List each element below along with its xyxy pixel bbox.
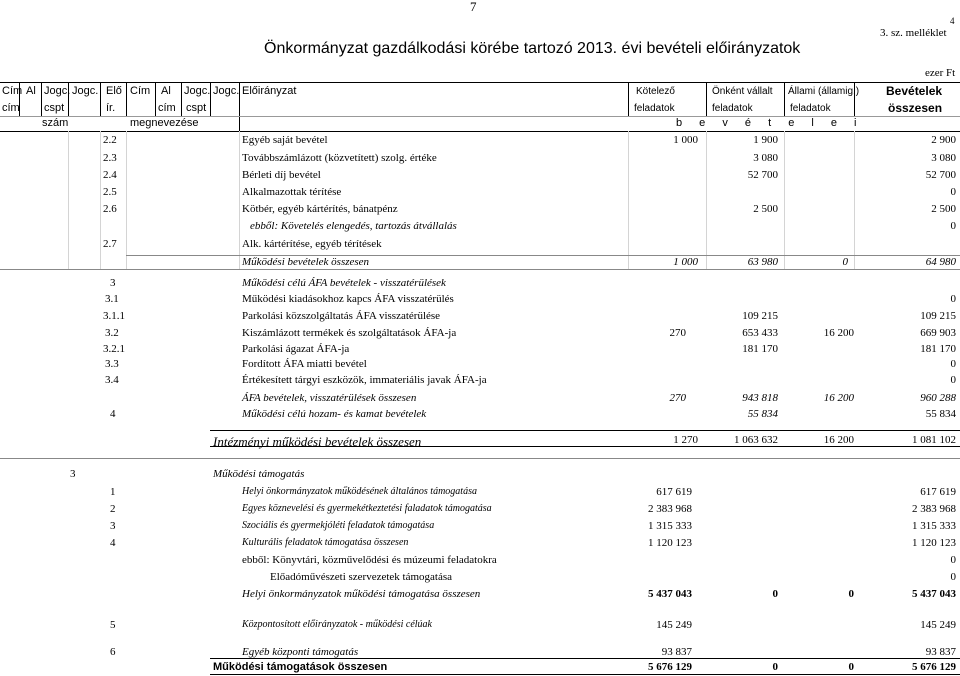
row-name: Működési támogatás xyxy=(213,468,305,480)
row-code: 3.3 xyxy=(105,358,119,370)
col-header-cim: Cím xyxy=(2,85,23,97)
cell-kotelezo: 5 676 129 xyxy=(648,661,692,673)
cell-kotelezo: 145 249 xyxy=(656,619,692,631)
col-subheader-cim: cím xyxy=(2,102,20,114)
row-code: 3.1.1 xyxy=(103,310,125,322)
cell-kotelezo: 93 837 xyxy=(661,646,692,658)
row-name: Parkolási közszolgáltatás ÁFA visszatérülése xyxy=(242,310,441,322)
row-name: Egyes köznevelési és gyermekétkeztetési faladatok támogatása xyxy=(242,503,492,514)
col-subheader-feladatok: feladatok xyxy=(712,103,753,114)
grid-line xyxy=(239,131,240,269)
cell-total: 2 900 xyxy=(931,134,956,146)
cell-total: 0 xyxy=(950,220,956,232)
col-header-onkent: Önként vállalt xyxy=(712,86,773,97)
cell-total: 0 xyxy=(950,293,956,305)
cell-kotelezo: 5 437 043 xyxy=(648,588,692,600)
row-code: 2.5 xyxy=(103,186,117,198)
row-name: Kulturális feladatok támogatása összesen xyxy=(242,537,409,548)
grid-line xyxy=(784,131,785,269)
row-name: ebből: Követelés elengedés, tartozás átvállalás xyxy=(250,220,457,232)
section-line xyxy=(210,674,960,675)
cell-onkent: 943 818 xyxy=(742,392,778,404)
cell-onkent: 0 xyxy=(772,588,778,600)
col-subheader-ir: ír. xyxy=(106,102,116,114)
row-code: 2.7 xyxy=(103,238,117,250)
header-separator xyxy=(706,82,707,116)
cell-kotelezo: 1 120 123 xyxy=(648,537,692,549)
row-code: 3.1 xyxy=(105,293,119,305)
section-line xyxy=(210,658,960,659)
cell-total: 5 437 043 xyxy=(912,588,956,600)
row-name: Kiszámlázott termékek és szolgáltatások ÁFA-ja xyxy=(242,327,457,339)
row-name: Szociális és gyermekjóléti feladatok támogatása xyxy=(242,520,435,531)
row-name: Előadóművészeti szervezetek támogatása xyxy=(270,571,453,583)
cell-kotelezo: 1 000 xyxy=(673,134,698,146)
row-name: Működési célú ÁFA bevételek - visszatérülések xyxy=(242,277,446,289)
cell-total: 617 619 xyxy=(920,486,956,498)
header-separator xyxy=(41,82,42,116)
cell-kotelezo: 270 xyxy=(669,392,686,404)
cell-total: 1 315 333 xyxy=(912,520,956,532)
cell-kotelezo: 617 619 xyxy=(656,486,692,498)
cell-onkent: 653 433 xyxy=(742,327,778,339)
row-code: 3 xyxy=(70,468,76,480)
row-name: Működési célú hozam- és kamat bevételek xyxy=(242,408,427,420)
grid-line xyxy=(126,131,127,269)
cell-total: 0 xyxy=(950,358,956,370)
row-code: 1 xyxy=(110,486,116,498)
cell-allami: 16 200 xyxy=(823,327,854,339)
col-header-al: Al xyxy=(161,85,171,97)
cell-kotelezo: 1 000 xyxy=(673,256,698,268)
cell-onkent: 0 xyxy=(772,661,778,673)
cell-onkent: 2 500 xyxy=(753,203,778,215)
cell-onkent: 63 980 xyxy=(747,256,778,268)
col-header-allami: Állami (államig.) xyxy=(788,86,860,97)
row-name: Központosított előirányzatok - működési célúak xyxy=(242,619,432,630)
col-header-jogc: Jogc. xyxy=(213,85,240,97)
cell-onkent: 1 900 xyxy=(753,134,778,146)
cell-total: 52 700 xyxy=(925,169,956,181)
page-number: 7 xyxy=(470,0,477,14)
cell-allami: 16 200 xyxy=(823,392,854,404)
cell-total: 181 170 xyxy=(920,343,956,355)
col-header-szam: szám xyxy=(42,117,69,129)
cell-total: 145 249 xyxy=(920,619,956,631)
cell-total: 2 383 968 xyxy=(912,503,956,515)
header-separator xyxy=(126,82,127,116)
cell-total: 64 980 xyxy=(925,256,956,268)
cell-total: 55 834 xyxy=(925,408,956,420)
row-name: Alkalmazottak térítése xyxy=(242,186,342,198)
unit-label: ezer Ft xyxy=(925,67,956,79)
header-separator xyxy=(628,82,629,116)
section-line xyxy=(0,269,960,270)
row-code: 6 xyxy=(110,646,116,658)
col-header-jogc: Jogc. xyxy=(72,85,99,97)
col-header-cim: Cím xyxy=(130,85,151,97)
cell-total: 93 837 xyxy=(925,646,956,658)
row-name: Egyéb központi támogatás xyxy=(242,646,359,658)
row-name-subtotal: ÁFA bevételek, visszatérülések összesen xyxy=(242,392,417,404)
col-header-elo: Elő xyxy=(106,85,122,97)
cell-total: 1 081 102 xyxy=(912,434,956,446)
row-name: Továbbszámlázott (közvetített) szolg. értéke xyxy=(242,152,437,164)
appendix-number: 4 xyxy=(950,16,955,26)
cell-total: 5 676 129 xyxy=(912,661,956,673)
grid-line xyxy=(68,131,69,269)
col-subheader-cim: cím xyxy=(158,102,176,114)
row-code: 4 xyxy=(110,537,116,549)
cell-kotelezo: 270 xyxy=(669,327,686,339)
cell-total: 3 080 xyxy=(931,152,956,164)
cell-kotelezo: 1 270 xyxy=(673,434,698,446)
row-code: 3.4 xyxy=(105,374,119,386)
header-separator xyxy=(100,82,101,116)
row-code: 2.4 xyxy=(103,169,117,181)
section-line xyxy=(0,458,960,459)
cell-total: 109 215 xyxy=(920,310,956,322)
row-name-subtotal: Helyi önkormányzatok működési támogatása összesen xyxy=(242,588,481,600)
col-subheader-cspt: cspt xyxy=(44,102,65,114)
cell-allami: 16 200 xyxy=(823,434,854,446)
row-code: 3 xyxy=(110,277,116,289)
col-header-eloiranyzat: Előirányzat xyxy=(242,85,297,97)
cell-total: 0 xyxy=(950,186,956,198)
row-code: 2.6 xyxy=(103,203,117,215)
row-name: Fordított ÁFA miatti bevétel xyxy=(242,358,367,370)
cell-total: 0 xyxy=(950,554,956,566)
col-header-bevetelek: Bevételek xyxy=(886,84,943,98)
cell-onkent: 181 170 xyxy=(742,343,778,355)
row-name: Bérleti díj bevétel xyxy=(242,169,321,181)
row-name: Alk. kártérítése, egyéb térítések xyxy=(242,238,382,250)
row-name: ebből: Könyvtári, közművelődési és múzeumi feladatokra xyxy=(242,554,497,566)
col-header-jogc: Jogc. xyxy=(184,85,211,97)
col-header-kotelezo: Kötelező xyxy=(636,86,675,97)
cell-total: 0 xyxy=(950,374,956,386)
header-separator xyxy=(181,82,182,116)
cell-onkent: 3 080 xyxy=(753,152,778,164)
row-name: Helyi önkormányzatok működésének általános támogatása xyxy=(242,486,477,497)
row-name-subtotal: Működési bevételek összesen xyxy=(242,256,370,268)
header-separator xyxy=(784,82,785,116)
header-top-border xyxy=(0,82,960,83)
grid-line xyxy=(628,131,629,269)
col-subheader-feladatok: feladatok xyxy=(790,103,831,114)
page-title: Önkormányzat gazdálkodási körébe tartozó 2013. évi bevételi előirányzatok xyxy=(264,40,801,57)
header-bottom-border xyxy=(0,131,960,132)
row-code: 2.2 xyxy=(103,134,117,146)
cell-allami: 0 xyxy=(848,661,854,673)
header-separator xyxy=(155,82,156,116)
row-code: 2.3 xyxy=(103,152,117,164)
grid-line xyxy=(100,131,101,269)
cell-allami: 0 xyxy=(848,588,854,600)
cell-total: 1 120 123 xyxy=(912,537,956,549)
col-header-megnevezese: megnevezése xyxy=(130,117,199,129)
row-name-grandtotal: Intézményi működési bevételek összesen xyxy=(213,434,422,449)
cell-onkent: 55 834 xyxy=(747,408,778,420)
row-code: 3.2 xyxy=(105,327,119,339)
row-name-grandtotal: Működési támogatások összesen xyxy=(213,661,388,673)
col-subheader-cspt: cspt xyxy=(186,102,207,114)
row-name: Parkolási ágazat ÁFA-ja xyxy=(242,343,350,355)
col-subheader-osszesen: összesen xyxy=(888,101,943,115)
cell-kotelezo: 1 315 333 xyxy=(648,520,692,532)
row-code: 2 xyxy=(110,503,116,515)
cell-total: 0 xyxy=(950,571,956,583)
row-name: Egyéb saját bevétel xyxy=(242,134,328,146)
row-name: Kötbér, egyéb kártérítés, bánatpénz xyxy=(242,203,398,215)
row-code: 5 xyxy=(110,619,116,631)
row-name: Értékesített tárgyi eszközök, immateriális javak ÁFA-ja xyxy=(242,374,487,386)
annex-label: 3. sz. melléklet xyxy=(880,27,947,39)
row-code: 3.2.1 xyxy=(103,343,125,355)
cell-onkent: 52 700 xyxy=(747,169,778,181)
cell-total: 960 288 xyxy=(920,392,956,404)
row-code: 4 xyxy=(110,408,116,420)
cell-total: 2 500 xyxy=(931,203,956,215)
cell-allami: 0 xyxy=(842,256,848,268)
col-header-al: Al xyxy=(26,85,36,97)
col-header-bevetelei: b e v é t e l e i xyxy=(676,117,864,129)
cell-kotelezo: 2 383 968 xyxy=(648,503,692,515)
col-header-jogc: Jogc. xyxy=(44,85,71,97)
cell-total: 669 903 xyxy=(920,327,956,339)
cell-onkent: 109 215 xyxy=(742,310,778,322)
row-name: Működési kiadásokhoz kapcs ÁFA visszatérülés xyxy=(242,293,454,305)
cell-onkent: 1 063 632 xyxy=(734,434,778,446)
row-code: 3 xyxy=(110,520,116,532)
col-subheader-feladatok: feladatok xyxy=(634,103,675,114)
section-line xyxy=(210,430,960,431)
